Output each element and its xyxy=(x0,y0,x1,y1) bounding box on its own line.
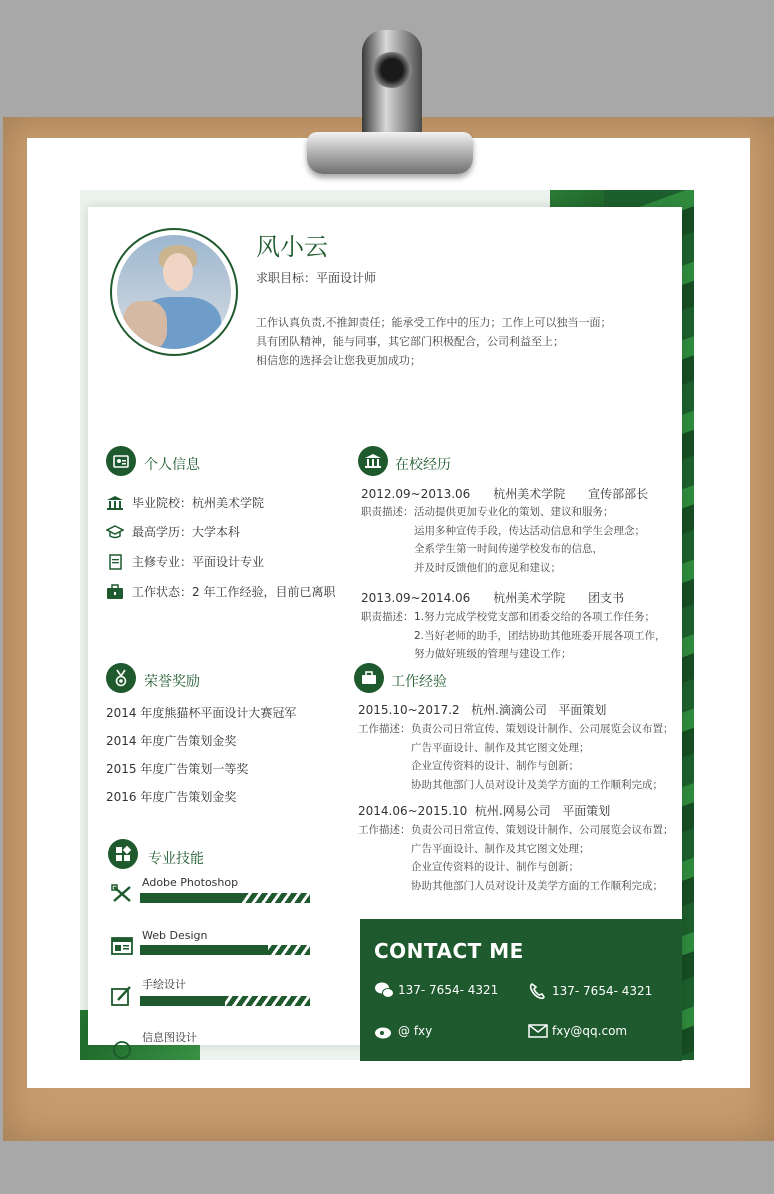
info-major xyxy=(106,553,264,570)
contact-email xyxy=(528,1022,627,1040)
info-text: 最高学历：大学本科 xyxy=(132,525,241,539)
desc-line: 广告平面设计、制作及其它图文处理； xyxy=(411,842,590,855)
school-entry-label: 职责描述： xyxy=(361,611,414,623)
desc-line: 广告平面设计、制作及其它图文处理； xyxy=(411,741,590,754)
clip-base xyxy=(307,132,473,174)
info-text: 主修专业：平面设计专业 xyxy=(132,555,265,569)
school-entry-head: 2012.09~2013.06 杭州美术学院 宣传部部长 xyxy=(361,487,649,501)
skill-bar xyxy=(140,945,310,955)
skill-fill xyxy=(140,945,268,955)
info-text: 工作状态：2 年工作经验，目前已离职 xyxy=(132,585,336,599)
job-objective: 求职目标：平面设计师 xyxy=(256,271,377,285)
work-entry-label: 工作描述： xyxy=(358,723,411,735)
bank-icon xyxy=(358,446,388,476)
desc-line: 运用多种宣传手段，传达活动信息和学生会理念； xyxy=(414,524,645,537)
desc-line: 企业宣传资料的设计、制作与创新； xyxy=(411,760,579,772)
desc-line: 全系学生第一时间传递学校发布的信息， xyxy=(414,543,603,555)
work-entry-desc xyxy=(411,720,674,794)
portrait-photo xyxy=(117,235,231,349)
chart-icon xyxy=(110,1039,134,1061)
briefcase-icon xyxy=(354,663,384,693)
document-icon xyxy=(106,554,124,570)
desc-line: 企业宣传资料的设计、制作与创新； xyxy=(411,861,579,873)
tools-icon xyxy=(110,883,134,905)
clip-hole xyxy=(372,52,412,88)
intro-line: 相信您的选择会让您我更加成功； xyxy=(256,354,421,367)
skill-label: Adobe Photoshop xyxy=(142,876,239,889)
section-title-work: 工作经验 xyxy=(391,674,447,690)
school-icon xyxy=(106,495,124,511)
honor-item: 2014 年度广告策划金奖 xyxy=(106,734,237,748)
skill-bar xyxy=(140,893,310,903)
school-entry-desc xyxy=(414,608,666,664)
section-title-honors: 荣誉奖励 xyxy=(144,674,200,690)
honor-item: 2016 年度广告策划金奖 xyxy=(106,790,237,804)
self-introduction xyxy=(256,313,612,370)
skill-fill xyxy=(140,893,242,903)
info-degree xyxy=(106,523,240,540)
school-entry-label: 职责描述： xyxy=(361,506,414,518)
work-entry-desc xyxy=(411,821,674,895)
skill-label: 手绘设计 xyxy=(142,978,186,991)
work-entry-label: 工作描述： xyxy=(358,824,411,836)
desc-line: 负责公司日常宣传、策划设计制作、公司展览会议布置； xyxy=(411,824,674,836)
email-address: fxy@qq.com xyxy=(552,1024,628,1038)
work-entry-head: 2015.10~2017.2 杭州.滴滴公司 平面策划 xyxy=(358,703,607,717)
email-icon xyxy=(528,1022,548,1040)
info-status xyxy=(106,583,335,600)
desc-line: 1.努力完成学校党支部和团委交给的各项工作任务； xyxy=(414,611,656,623)
phone-icon xyxy=(528,982,548,1000)
skill-label: 信息图设计 xyxy=(142,1031,197,1044)
contact-panel xyxy=(360,919,682,1061)
pen-icon xyxy=(110,985,134,1007)
section-title-school: 在校经历 xyxy=(395,457,451,473)
medal-icon xyxy=(106,663,136,693)
desc-line: 努力做好班级的管理与建设工作； xyxy=(414,648,572,660)
wechat-number: 137- 7654- 4321 xyxy=(398,983,499,997)
desc-line: 协助其他部门人员对设计及美学方面的工作顺利完成； xyxy=(411,879,663,892)
desc-line: 2.当好老师的助手，团结协助其他班委开展各项工作， xyxy=(414,629,666,642)
school-entry-head: 2013.09~2014.06 杭州美术学院 团支书 xyxy=(361,591,625,605)
intro-line: 具有团队精神，能与同事，其它部门积极配合，公司利益至上； xyxy=(256,335,564,348)
info-text: 毕业院校：杭州美术学院 xyxy=(132,496,265,510)
skill-fill xyxy=(140,996,225,1006)
contact-phone xyxy=(528,982,652,1000)
phone-number: 137- 7654- 4321 xyxy=(552,984,653,998)
work-entry-head: 2014.06~2015.10 杭州.网易公司 平面策划 xyxy=(358,804,611,818)
grid-icon xyxy=(108,839,138,869)
contact-wechat xyxy=(374,981,498,999)
contact-title: CONTACT ME xyxy=(374,939,524,963)
section-title-skills: 专业技能 xyxy=(148,851,204,867)
school-entry-desc xyxy=(414,503,645,577)
id-card-icon xyxy=(106,446,136,476)
candidate-name: 风小云 xyxy=(256,233,328,261)
wechat-icon xyxy=(374,981,394,999)
desc-line: 负责公司日常宣传、策划设计制作、公司展览会议布置； xyxy=(411,723,674,735)
desc-line: 活动提供更加专业化的策划、建议和服务； xyxy=(414,506,614,518)
honor-item: 2014 年度熊猫杯平面设计大赛冠军 xyxy=(106,706,297,720)
browser-icon xyxy=(110,935,134,957)
desc-line: 并及时反馈他们的意见和建议； xyxy=(414,561,561,574)
contact-weibo xyxy=(374,1022,432,1040)
avatar xyxy=(110,228,238,356)
skill-bar xyxy=(140,996,310,1006)
info-school xyxy=(106,494,264,511)
weibo-handle: @ fxy xyxy=(398,1024,433,1038)
graduation-cap-icon xyxy=(106,524,124,540)
desc-line: 协助其他部门人员对设计及美学方面的工作顺利完成； xyxy=(411,778,663,791)
weibo-icon xyxy=(374,1022,394,1040)
briefcase-icon xyxy=(106,584,124,600)
skill-label: Web Design xyxy=(142,929,208,942)
honor-item: 2015 年度广告策划一等奖 xyxy=(106,762,249,776)
section-title-personal: 个人信息 xyxy=(144,457,200,473)
intro-line: 工作认真负责,不推卸责任；能承受工作中的压力；工作上可以独当一面； xyxy=(256,316,612,329)
